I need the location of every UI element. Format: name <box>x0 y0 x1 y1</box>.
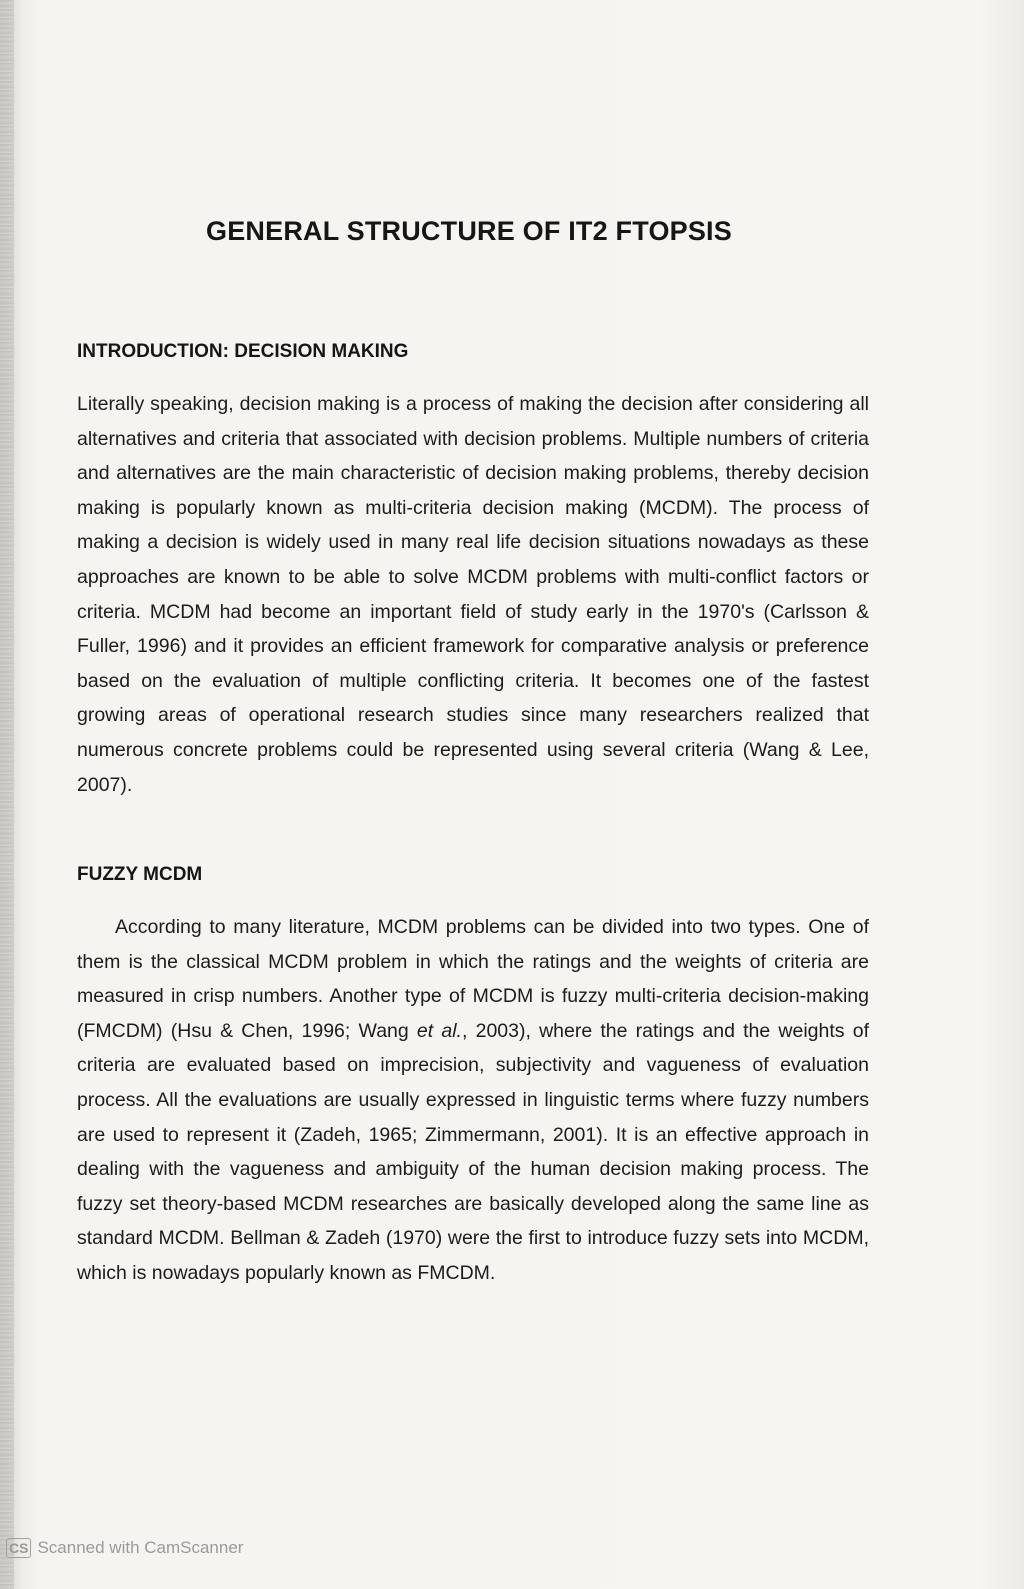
fuzzy-mcdm-text-part1: According to many literature, MCDM problems can be divided into two types. One of them is the classical MCDM problem in which the ratings and the weights of criteria are measured in crisp numbers. Another type of MCDM is fuzzy multi-criteria decision-making (FMCDM) (Hsu & Chen, 1996; Wang <box>77 916 869 1042</box>
section-heading-introduction: INTRODUCTION: DECISION MAKING <box>77 341 409 362</box>
page-title: GENERAL STRUCTURE OF IT2 FTOPSIS <box>206 216 732 246</box>
camscanner-watermark <box>6 1538 243 1558</box>
camscanner-watermark-text: Scanned with CamScanner <box>37 1538 244 1557</box>
fuzzy-mcdm-text-part2: , 2003), where the ratings and the weights of criteria are evaluated based on imprecision, subjectivity and vagueness of evaluation process. All the evaluations are usually expressed in linguistic terms where fuzzy numbers are used to represent it (Zadeh, 1965; Zimmermann, 2001). It is an effective approach in dealing with the vagueness and ambiguity of the human decision making process. The fuzzy set theory-based MCDM researches are basically developed along the same line as standard MCDM. Bellman & Zadeh (1970) were the first to introduce fuzzy sets into MCDM, which is nowadays popularly known as FMCDM. <box>77 1019 869 1284</box>
camscanner-logo-icon: CS <box>6 1538 31 1558</box>
section-heading-fuzzy-mcdm: FUZZY MCDM <box>77 864 203 885</box>
fuzzy-mcdm-text-italic: et al. <box>416 1019 462 1042</box>
fuzzy-mcdm-paragraph <box>77 910 869 1291</box>
introduction-paragraph: Literally speaking, decision making is a process of making the decision after considering all alternatives and criteria that associated with decision problems. Multiple numbers of criteria and alternatives are the main characteristic of decision making problems, thereby decision making is popularly known as multi-criteria decision making (MCDM). The process of making a decision is widely used in many real life decision situations nowadays as these approaches are known to be able to solve MCDM problems with multi-conflict factors or criteria. MCDM had become an important field of study early in the 1970's (Carlsson & Fuller, 1996) and it provides an efficient framework for comparative analysis or preference based on the evaluation of multiple conflicting criteria. It becomes one of the fastest growing areas of operational research studies since many researchers realized that numerous concrete problems could be represented using several criteria (Wang & Lee, 2007). <box>77 393 869 796</box>
